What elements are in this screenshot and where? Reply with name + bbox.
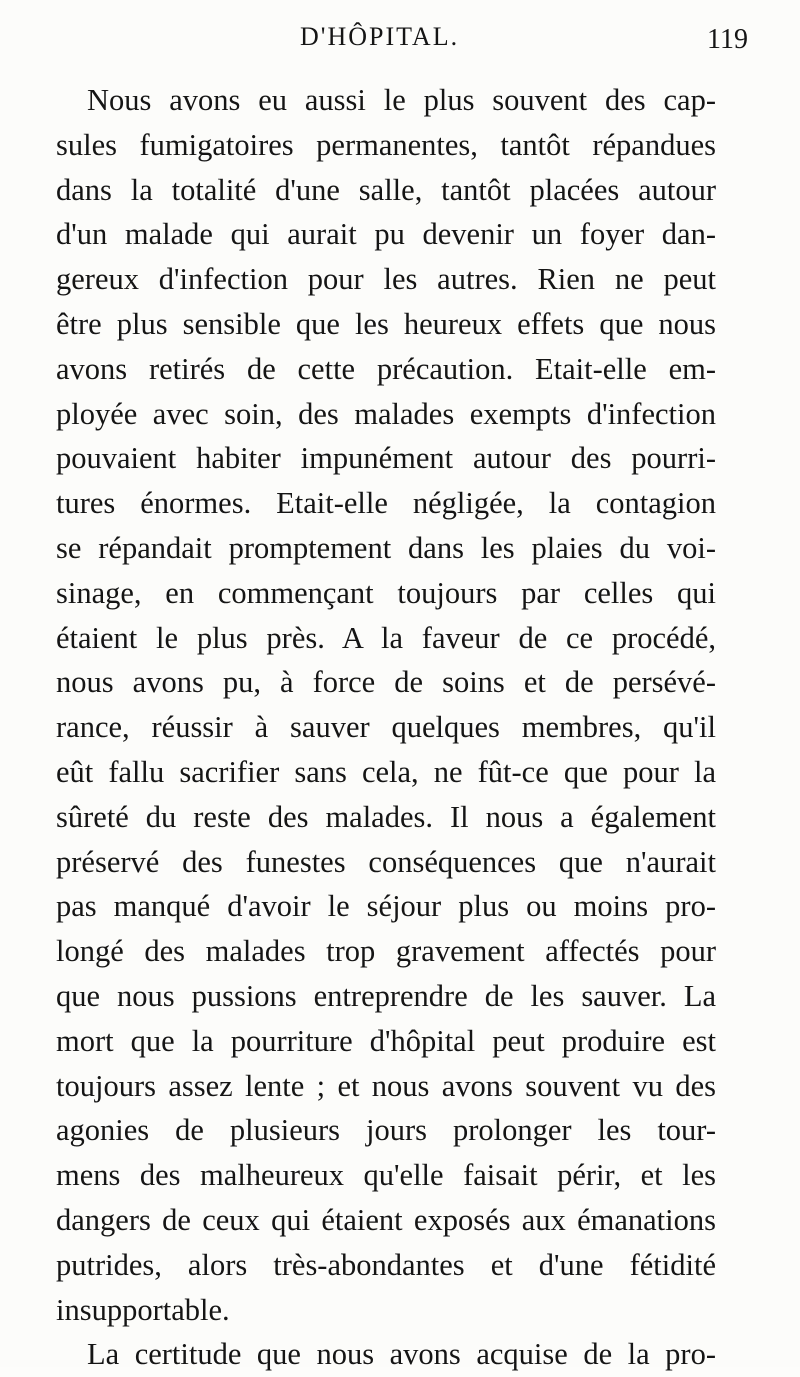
text-line: dans la totalité d'une salle, tantôt placées autour: [56, 172, 716, 207]
text-line: La certitude que nous avons acquise de la pro-: [87, 1337, 716, 1372]
text-line: gereux d'infection pour les autres. Rien ne peut: [56, 262, 716, 297]
text-line: se répandait promptement dans les plaies du voi-: [56, 530, 716, 565]
text-line: sules fumigatoires permanentes, tantôt répandues: [56, 127, 716, 162]
text-line: avons retirés de cette précaution. Etait-elle em-: [56, 351, 716, 386]
text-line: agonies de plusieurs jours prolonger les tour-: [56, 1113, 716, 1148]
text-line: mens des malheureux qu'elle faisait périr, et les: [56, 1158, 716, 1193]
text-line: dangers de ceux qui étaient exposés aux émanations: [56, 1202, 716, 1237]
text-line: insupportable.: [56, 1292, 230, 1327]
text-line: préservé des funestes conséquences que n'aurait: [56, 844, 716, 879]
text-line: sinage, en commençant toujours par celles qui: [56, 575, 716, 610]
text-line: Nous avons eu aussi le plus souvent des cap-: [87, 83, 716, 117]
text-line: tures énormes. Etait-elle négligée, la contagion: [56, 486, 716, 521]
text-line: pas manqué d'avoir le séjour plus ou moins pro-: [56, 889, 716, 924]
text-line: rance, réussir à sauver quelques membres, qu'il: [56, 710, 716, 745]
text-line: être plus sensible que les heureux effets que nous: [56, 306, 716, 341]
text-line: eût fallu sacrifier sans cela, ne fût-ce que pour la: [56, 754, 716, 789]
text-line: nous avons pu, à force de soins et de persévé-: [56, 665, 716, 700]
text-line: putrides, alors très-abondantes et d'une fétidité: [56, 1247, 716, 1282]
text-line: pouvaient habiter impunément autour des pourri-: [56, 441, 716, 476]
body-text: [56, 78, 716, 1377]
text-line: que nous pussions entreprendre de les sauver. La: [56, 978, 716, 1013]
text-line: étaient le plus près. A la faveur de ce procédé,: [56, 620, 716, 655]
page-number: 119: [707, 24, 748, 55]
text-line: mort que la pourriture d'hôpital peut produire est: [56, 1023, 716, 1058]
running-head: D'HÔPITAL.: [300, 22, 460, 51]
text-line: ployée avec soin, des malades exempts d'infection: [56, 396, 716, 431]
text-line: longé des malades trop gravement affectés pour: [56, 934, 716, 969]
text-line: toujours assez lente ; et nous avons souvent vu des: [56, 1068, 716, 1103]
text-line: d'un malade qui aurait pu devenir un foyer dan-: [56, 217, 716, 252]
text-line: sûreté du reste des malades. Il nous a également: [56, 799, 716, 834]
